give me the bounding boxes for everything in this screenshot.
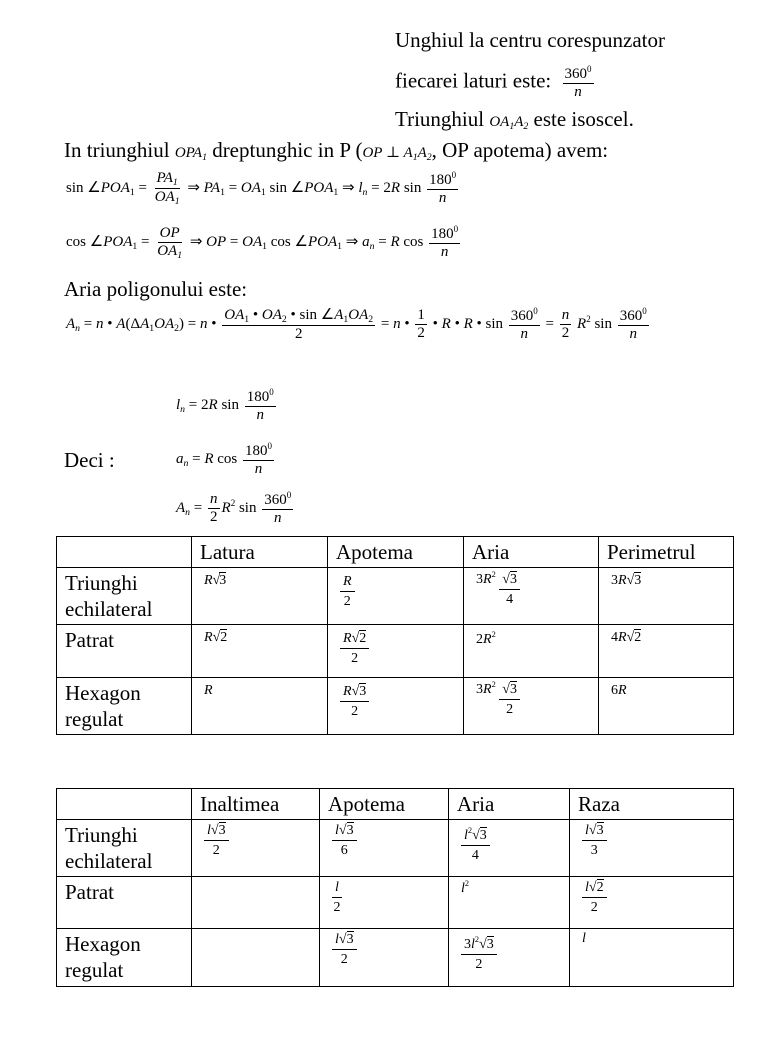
table2-header-inaltimea: Inaltimea bbox=[192, 789, 320, 820]
table2-header-raza: Raza bbox=[570, 789, 734, 820]
table2-header-row bbox=[57, 789, 734, 820]
cell: $\frac{l√3}{3}$ bbox=[570, 820, 734, 877]
intro-line-3-suffix: este isoscel. bbox=[533, 107, 634, 131]
table1-header-latura: Latura bbox=[192, 537, 328, 568]
table2-header-aria: Aria bbox=[449, 789, 570, 820]
sin-formula: $\sin \angle POA_1$ = $\frac{PA_1}{OA_1}$ ⇒ $PA_1 = OA_1$ $\sin \angle POA_1$ ⇒ $l_n = 2R$ sin $\frac{180^0}{n}$ bbox=[66, 170, 457, 208]
table1-header-empty bbox=[57, 537, 192, 568]
frac-op-oa1: $\frac{OP}{OA_1}$ bbox=[157, 224, 183, 261]
rt-middle: dreptunghic in P ( bbox=[212, 138, 363, 162]
frac-pa1-oa1: $\frac{PA_1}{OA_1}$ bbox=[154, 170, 180, 208]
row-label: Patrat bbox=[57, 625, 192, 678]
table2-header-apotema: Apotema bbox=[320, 789, 449, 820]
table-row bbox=[57, 568, 734, 625]
table-polygon-radius bbox=[56, 536, 734, 735]
row-label: Hexagon regulat bbox=[57, 929, 192, 987]
table1-header-apotema: Apotema bbox=[328, 537, 464, 568]
table1-header-aria: Aria bbox=[464, 537, 599, 568]
intro-line-2-text: fiecarei laturi este: bbox=[395, 68, 552, 93]
summary-area: $A_n$ = $\frac{n}{2}$ $R^2$ sin $\frac{360^0}{n}$ bbox=[176, 490, 292, 527]
triangle-oa1a2: $OA_1A_2$ bbox=[489, 114, 529, 132]
summary-apothem: $a_n = R$ cos $\frac{180^0}{n}$ bbox=[176, 441, 273, 478]
cell: 4R√2 bbox=[599, 625, 734, 678]
row-label: Patrat bbox=[57, 877, 192, 929]
frac-area-triangle: $\frac{OA_1 • OA_2 • \sin \angle A_1OA_2}{2}$ bbox=[224, 306, 374, 342]
row-label: Triunghi echilateral bbox=[57, 568, 192, 625]
cell: 3R√3 bbox=[599, 568, 734, 625]
cell: $\frac{R√2}{2}$ bbox=[328, 625, 464, 678]
table2-header-empty bbox=[57, 789, 192, 820]
summary-label: Deci : bbox=[64, 448, 115, 472]
table-row bbox=[57, 877, 734, 929]
cell bbox=[192, 568, 328, 625]
formula-r-sqrt3: R√3 bbox=[204, 573, 227, 588]
cell: $\frac{l√3}{6}$ bbox=[320, 820, 449, 877]
table1-header-perimetrul: Perimetrul bbox=[599, 537, 734, 568]
cell: $3R^2$ $\frac{√3}{4}$ bbox=[464, 568, 599, 625]
rt-prefix: In triunghiul bbox=[64, 138, 170, 162]
cell: 6R bbox=[599, 678, 734, 735]
cell bbox=[192, 877, 320, 929]
cell: $\frac{R√3}{2}$ bbox=[328, 678, 464, 735]
table-row bbox=[57, 929, 734, 987]
area-heading: Aria poligonului este: bbox=[64, 277, 248, 301]
row-label: Hexagon regulat bbox=[57, 678, 192, 735]
table-row bbox=[57, 820, 734, 877]
cell: R√2 bbox=[192, 625, 328, 678]
perp-relation: OP ⊥ $A_1A_2$ bbox=[362, 145, 432, 163]
row-label: Triunghi echilateral bbox=[57, 820, 192, 877]
area-formula: $A_n = n$ • $A(\Delta A_1OA_2) = n$ • $\frac{OA_1 • OA_2 • \sin \angle A_1OA_2}{2}$ = n • $\frac{1}{2}$ • R • R • sin $\frac{360^0}{n}$ = $\frac{n}{2}$ $R^2$ sin $\frac{360^0}{n}$ bbox=[66, 306, 647, 343]
triangle-opa1: $OPA_1$ bbox=[174, 145, 207, 163]
table-polygon-side bbox=[56, 788, 734, 987]
cell: $\frac{l√3}{2}$ bbox=[192, 820, 320, 877]
cell: $\frac{3l^2√3}{2}$ bbox=[449, 929, 570, 987]
cell bbox=[192, 929, 320, 987]
cell: $\frac{l^2√3}{4}$ bbox=[449, 820, 570, 877]
frac-180-n: $\frac{180^0}{n}$ bbox=[429, 170, 457, 207]
intro-line-3 bbox=[395, 107, 634, 132]
table1-header-row bbox=[57, 537, 734, 568]
cell: $\frac{l}{2}$ bbox=[320, 877, 449, 929]
intro-line-3-prefix: Triunghiul bbox=[395, 107, 485, 131]
intro-line-2 bbox=[395, 64, 596, 102]
summary-side: $l_n = 2R$ sin $\frac{180^0}{n}$ bbox=[176, 387, 274, 424]
cell: $\frac{l√2}{2}$ bbox=[570, 877, 734, 929]
cell: $2R^2$ bbox=[464, 625, 599, 678]
angle-fraction: $\frac{360^0}{n}$ bbox=[564, 64, 592, 101]
cell: $l^2$ bbox=[449, 877, 570, 929]
cell: $\frac{l√3}{2}$ bbox=[320, 929, 449, 987]
cos-formula: $\cos \angle POA_1$ = $\frac{OP}{OA_1}$ ⇒ OP = $OA_1$ $\cos \angle POA_1$ ⇒ $a_n = R$ cos $\frac{180^0}{n}$ bbox=[66, 224, 459, 261]
cell: $3R^2$ $\frac{√3}{2}$ bbox=[464, 678, 599, 735]
table-row bbox=[57, 625, 734, 678]
intro-line-1: Unghiul la centru corespunzator bbox=[395, 28, 665, 52]
frac-180-n-2: $\frac{180^0}{n}$ bbox=[431, 224, 459, 261]
rt-suffix: , OP apotema) avem: bbox=[431, 138, 609, 162]
table-row bbox=[57, 678, 734, 735]
cell: $\frac{R}{2}$ bbox=[328, 568, 464, 625]
cell: R bbox=[192, 678, 328, 735]
right-triangle-sentence bbox=[64, 138, 608, 163]
cell: l bbox=[570, 929, 734, 987]
